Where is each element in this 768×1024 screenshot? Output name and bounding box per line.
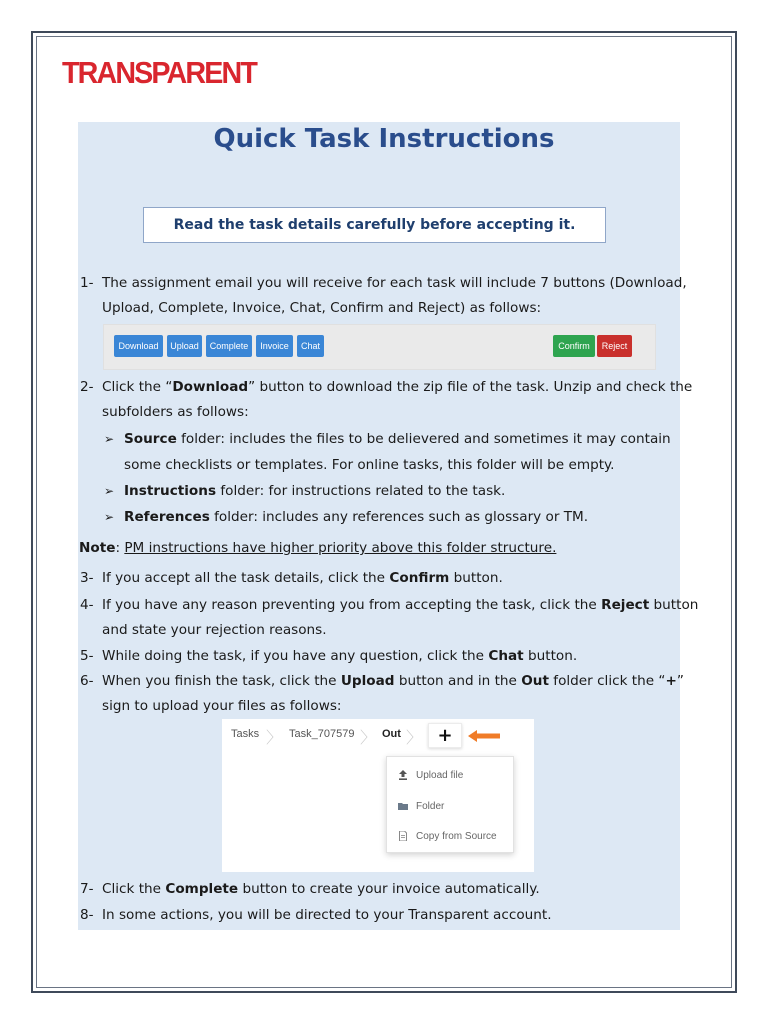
menu-item-label: Folder [416, 800, 445, 812]
step-number: 5- [80, 648, 94, 664]
breadcrumb-separator-icon: 〉 [360, 730, 377, 747]
page-title: Quick Task Instructions [213, 124, 555, 154]
arrow-bullet-icon: ➢ [104, 432, 115, 446]
breadcrumb-out[interactable]: Out [382, 728, 401, 740]
transparent-logo [62, 54, 258, 88]
document-icon [398, 831, 408, 841]
step-1-line-1: The assignment email you will receive for each task will include 7 buttons (Download, [102, 275, 687, 291]
step-4-line-2: and state your rejection reasons. [102, 622, 327, 638]
step-6-line-1: When you finish the task, click the Upload button and in the Out folder click the “+” [102, 673, 684, 689]
references-folder-line: References folder: includes any references such as glossary or TM. [124, 509, 589, 525]
menu-item-copy-from-source[interactable] [398, 829, 497, 843]
step-number: 4- [80, 597, 94, 613]
upload-button[interactable]: Upload [167, 335, 202, 357]
source-folder-line-1: Source folder: includes the files to be delievered and sometimes it may contain [124, 431, 671, 447]
invoice-button[interactable]: Invoice [256, 335, 293, 357]
step-number: 1- [80, 275, 94, 291]
upload-icon [398, 770, 408, 780]
complete-button[interactable]: Complete [206, 335, 252, 357]
notice-box [143, 207, 606, 243]
step-8-line: In some actions, you will be directed to your Transparent account. [102, 907, 552, 923]
step-2-line-2: subfolders as follows: [102, 404, 249, 420]
svg-text:TRANSPARENT: TRANSPARENT [62, 55, 258, 88]
step-number: 6- [80, 673, 94, 689]
download-button[interactable]: Download [114, 335, 163, 357]
step-number: 3- [80, 570, 94, 586]
menu-item-folder[interactable] [398, 799, 444, 813]
step-4-line-1: If you have any reason preventing you from accepting the task, click the Reject button [102, 597, 699, 613]
menu-item-label: Copy from Source [416, 830, 497, 842]
notice-text: Read the task details carefully before accepting it. [173, 217, 576, 233]
arrow-bullet-icon: ➢ [104, 484, 115, 498]
instructions-folder-line: Instructions folder: for instructions related to the task. [124, 483, 506, 499]
breadcrumb-task[interactable]: Task_707579 [289, 728, 355, 740]
step-2-line-1: Click the “Download” button to download the zip file of the task. Unzip and check the [102, 379, 693, 395]
note-line: Note: PM instructions have higher priority above this folder structure. [79, 540, 557, 556]
step-number: 8- [80, 907, 94, 923]
step-6-line-2: sign to upload your files as follows: [102, 698, 342, 714]
step-5-line: While doing the task, if you have any question, click the Chat button. [102, 648, 578, 664]
reject-button[interactable]: Reject [597, 335, 632, 357]
step-number: 2- [80, 379, 94, 395]
step-1-line-2: Upload, Complete, Invoice, Chat, Confirm and Reject) as follows: [102, 300, 542, 316]
step-7-line: Click the Complete button to create your invoice automatically. [102, 881, 540, 897]
arrow-bullet-icon: ➢ [104, 510, 115, 524]
menu-item-upload-file[interactable] [398, 768, 463, 782]
step-number: 7- [80, 881, 94, 897]
breadcrumb-tasks[interactable]: Tasks [231, 728, 260, 740]
menu-item-label: Upload file [416, 769, 464, 781]
breadcrumb-separator-icon: 〉 [406, 730, 423, 747]
confirm-button[interactable]: Confirm [553, 335, 595, 357]
chat-button[interactable]: Chat [297, 335, 324, 357]
step-3-line: If you accept all the task details, click the Confirm button. [102, 570, 503, 586]
arrow-left-icon [468, 730, 500, 742]
folder-icon [398, 801, 408, 811]
add-button[interactable]: + [428, 723, 462, 748]
breadcrumb-separator-icon: 〉 [266, 730, 283, 747]
source-folder-line-2: some checklists or templates. For online tasks, this folder will be empty. [124, 457, 615, 473]
